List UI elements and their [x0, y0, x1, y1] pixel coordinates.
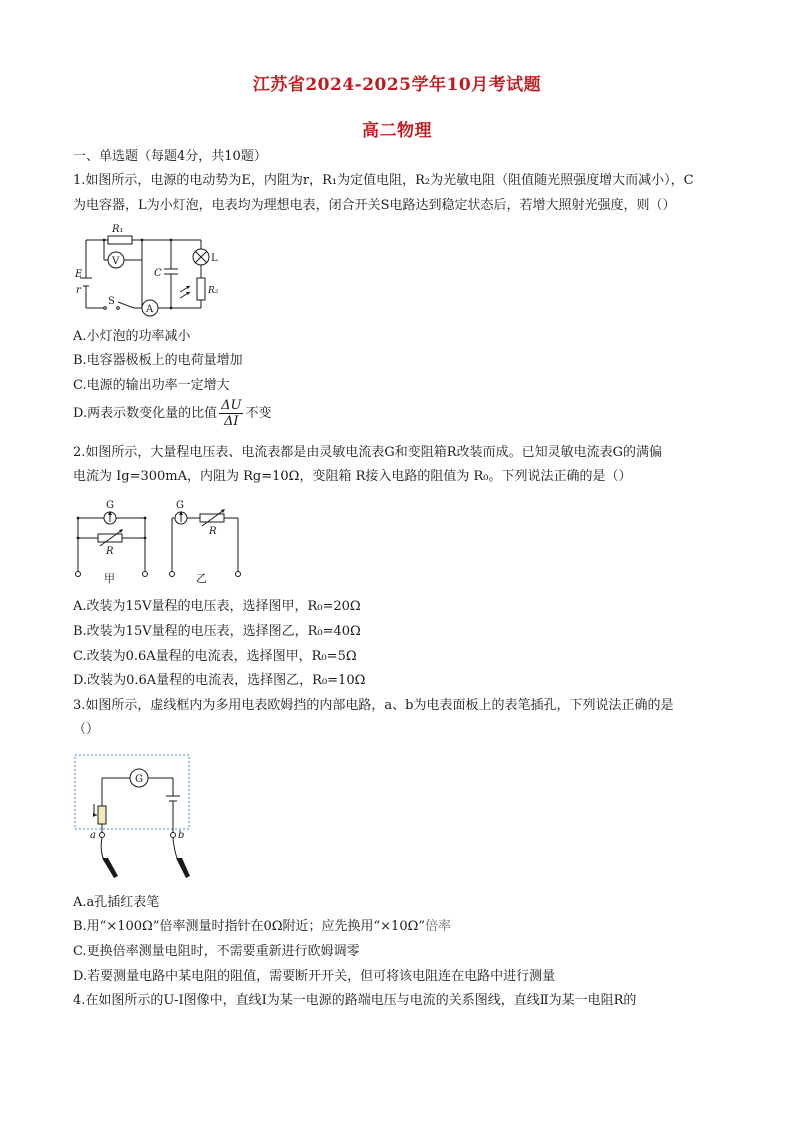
- q2-fig-label-galvanometer-yi: G: [176, 500, 184, 511]
- q1-option-d-fraction: [219, 398, 243, 429]
- exam-subject: 高二物理: [362, 121, 432, 141]
- q1-stem-line-2: 为电容器，L为小灯泡，电表均为理想电表，闭合开关S电路达到稳定状态后，若增大照射光强度，则（）: [73, 198, 676, 213]
- q2-stem-line-2: 电流为 Ig=300mA，内阻为 Rg=10Ω，变阻箱 R接入电路的阻值为 R₀。下列说法正确的是（）: [73, 469, 632, 484]
- q1-fig-label-emf: E: [75, 269, 83, 280]
- q2-option-b: B.改装为15V量程的电压表，选择图乙，R₀=40Ω: [73, 624, 361, 639]
- q4-stem-line-1: 4.在如图所示的U-I图像中，直线Ⅰ为某一电源的路端电压与电流的关系图线，直线Ⅱ为某一电阻R的: [73, 993, 637, 1008]
- q3-option-b-text: B.用“×100Ω”倍率测量时指针在0Ω附近；应先换用“×10Ω”: [73, 919, 426, 934]
- q2-option-c: C.改装为0.6A量程的电流表，选择图甲，R₀=5Ω: [73, 649, 357, 664]
- q1-fig-label-r2: R₂: [208, 286, 219, 296]
- q1-fig-label-capacitor: C: [154, 268, 162, 279]
- q1-fig-label-lamp: L: [211, 253, 218, 264]
- q1-fig-label-switch: S: [108, 296, 115, 307]
- q3-fig-label-terminal-a: a: [90, 830, 96, 841]
- q2-circuit-figure: [70, 496, 250, 586]
- q3-option-d: D.若要测量电路中某电阻的阻值，需要断开开关，但可将该电阻连在电路中进行测量: [73, 969, 556, 984]
- q1-stem-line-1: 1.如图所示，电源的电动势为E，内阻为r，R₁为定值电阻，R₂为光敏电阻（阻值随光照强度增大而减小），C: [73, 173, 694, 188]
- q1-option-d-denominator: ΔI: [224, 414, 239, 429]
- q2-option-a: A.改装为15V量程的电压表，选择图甲，R₀=20Ω: [73, 599, 361, 614]
- q2-fig-caption-yi: 乙: [196, 572, 207, 585]
- q2-fig-label-r-yi: R: [209, 526, 217, 537]
- q1-option-d-numerator: ΔU: [221, 398, 242, 413]
- exam-title: 江苏省2024-2025学年10月考试题: [252, 75, 542, 95]
- q1-fig-label-r1: R₁: [112, 224, 124, 235]
- q3-option-b: [73, 918, 723, 936]
- q1-option-a: A.小灯泡的功率减小: [73, 329, 191, 344]
- q1-option-c: C.电源的输出功率一定增大: [73, 378, 230, 393]
- q1-option-d-tail: 不变: [245, 406, 272, 421]
- q3-stem-line-2: （）: [73, 722, 100, 737]
- q3-fig-label-galvanometer: G: [135, 774, 143, 785]
- q3-fig-label-terminal-b: b: [178, 830, 185, 841]
- q2-stem-line-1: 2.如图所示，大量程电压表、电流表都是由灵敏电流表G和变阻箱R改装而成。已知灵敏电流表G的满偏: [73, 445, 662, 460]
- q3-stem-line-1: 3.如图所示，虚线框内为多用电表欧姆挡的内部电路，a、b为电表面板上的表笔插孔，下列说法正确的是: [73, 698, 674, 713]
- q2-fig-caption-jia: 甲: [104, 572, 115, 585]
- section-heading: 一、单选题（每题4分，共10题）: [73, 149, 267, 164]
- q3-option-b-tail: 倍率: [425, 919, 452, 934]
- q2-fig-label-galvanometer-jia: G: [106, 500, 114, 511]
- q3-option-c: C.更换倍率测量电阻时，不需要重新进行欧姆调零: [73, 944, 360, 959]
- q3-option-a: A.a孔插红表笔: [73, 895, 160, 910]
- q1-option-b: B.电容器极板上的电荷量增加: [73, 353, 243, 368]
- q1-option-d: [73, 398, 723, 429]
- q2-fig-label-r-jia: R: [106, 546, 114, 557]
- q1-circuit-figure: [74, 220, 224, 320]
- q3-ohmmeter-figure: [72, 752, 197, 880]
- q1-fig-label-voltmeter: V: [112, 256, 120, 267]
- q1-option-d-text: D.两表示数变化量的比值: [73, 406, 218, 421]
- q2-option-d: D.改装为0.6A量程的电流表，选择图乙，R₀=10Ω: [73, 673, 366, 688]
- q1-fig-label-internal-r: r: [76, 285, 81, 296]
- q1-fig-label-ammeter: A: [146, 304, 154, 315]
